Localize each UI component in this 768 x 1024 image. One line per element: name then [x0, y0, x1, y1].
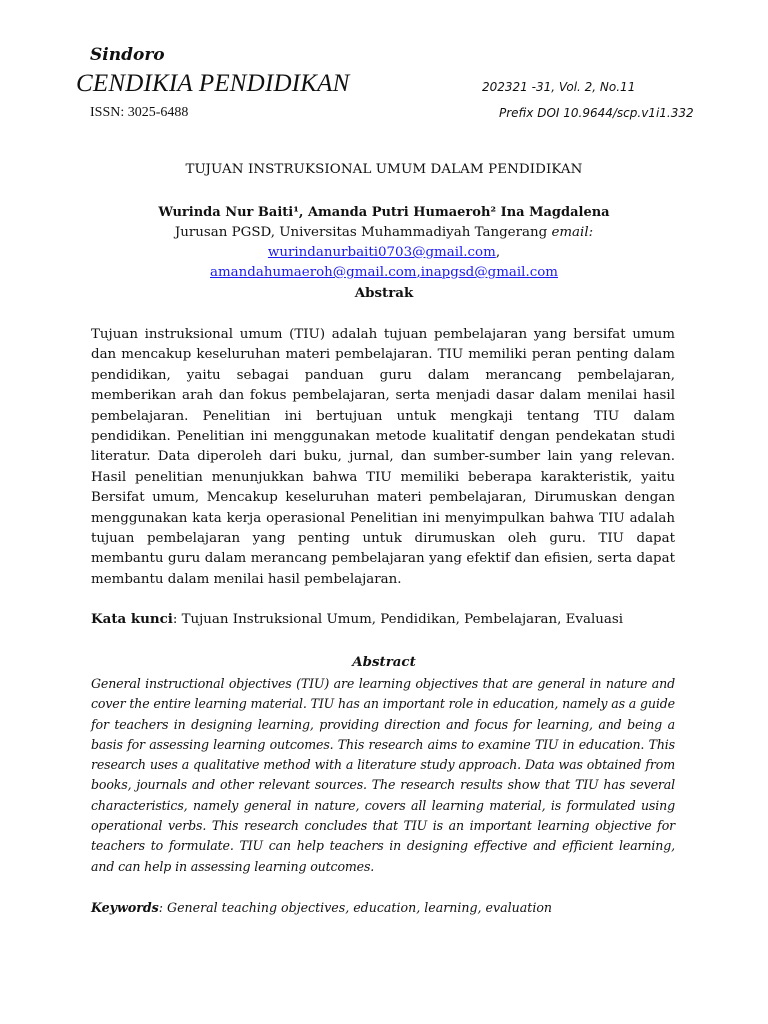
doi-prefix: Prefix DOI 10.9644/scp.v1i1.332 [499, 106, 694, 120]
issn: ISSN: 3025-6488 [90, 105, 189, 120]
abstract-body: General instructional objectives (TIU) are learning objectives that are general in nature and cover the entire learning material. TIU has an important role in education, namely as a guide for teachers in designing learning, providing direction and focus for learning, and being a basis for assessing learning outcomes. This research aims to examine TIU in education. This research uses a qualitative method with a literature study approach. Data was obtained from books, journals and other relevant sources. The research results show that TIU has several characteristics, namely general in nature, covers all learning material, is formulated using operational verbs. This research concludes that TIU is an important learning objective for teachers to formulate. TIU can help teachers in designing effective and efficient learning, and can help in assessing learning outcomes. [91, 676, 675, 874]
journal-name: Sindoro [90, 45, 165, 65]
email-link-3[interactable]: inapgsd@gmail.com [420, 265, 558, 280]
kata-kunci-label: Kata kunci [91, 611, 173, 627]
abstrak-heading: Abstrak [354, 285, 414, 301]
affiliation-line [90, 223, 678, 243]
abstrak-body: Tujuan instruksional umum (TIU) adalah tujuan pembelajaran yang bersifat umum dan mencakup keseluruhan materi pembelajaran. TIU memiliki peran penting dalam pendidikan, yaitu sebagai panduan guru dalam merancang pembelajaran, memberikan arah dan fokus pembelajaran, serta menjadi dasar dalam menilai hasil pembelajaran. Penelitian ini bertujuan untuk mengkaji tentang TIU dalam pendidikan. Penelitian ini menggunakan metode kualitatif dengan pendekatan studi literatur. Data diperoleh dari buku, jurnal, dan sumber-sumber lain yang relevan. Hasil penelitian menunjukkan bahwa TIU memiliki beberapa karakteristik, yaitu Bersifat umum, Mencakup keseluruhan materi pembelajaran, Dirumuskan dengan menggunakan kata kerja operasional Penelitian ini menyimpulkan bahwa TIU adalah tujuan pembelajaran yang penting untuk dirumuskan oleh guru. TIU dapat membantu guru dalam merancang pembelajaran yang efektif dan efisien, serta dapat membantu dalam menilai hasil pembelajaran. [91, 327, 675, 587]
volume-info: 202321 -31, Vol. 2, No.11 [482, 80, 636, 94]
affiliation: Jurusan PGSD, Universitas Muhammadiyah Tangerang [174, 225, 552, 240]
email-line-1 [90, 243, 678, 263]
keywords-text: : General teaching objectives, education, learning, evaluation [158, 900, 553, 915]
email-separator: , [416, 265, 421, 280]
email-separator: , [495, 245, 501, 260]
keywords-label: Keywords [91, 900, 159, 915]
email-link-1[interactable]: wurindanurbaiti0703@gmail.com [267, 245, 496, 260]
kata-kunci [91, 609, 675, 630]
keywords [91, 898, 675, 918]
journal-title: CENDIKIA PENDIDIKAN [76, 70, 350, 97]
email-link-2[interactable]: amandahumaeroh@gmail.com [210, 265, 417, 280]
paper-title: TUJUAN INSTRUKSIONAL UMUM DALAM PENDIDIKAN [185, 162, 583, 177]
kata-kunci-text: : Tujuan Instruksional Umum, Pendidikan, Pembelajaran, Evaluasi [172, 612, 623, 627]
email-label: email: [551, 225, 594, 240]
authors: Wurinda Nur Baiti¹, Amanda Putri Humaeroh² Ina Magdalena [158, 205, 610, 220]
email-line-2 [90, 263, 678, 283]
abstract-heading: Abstract [352, 654, 416, 670]
